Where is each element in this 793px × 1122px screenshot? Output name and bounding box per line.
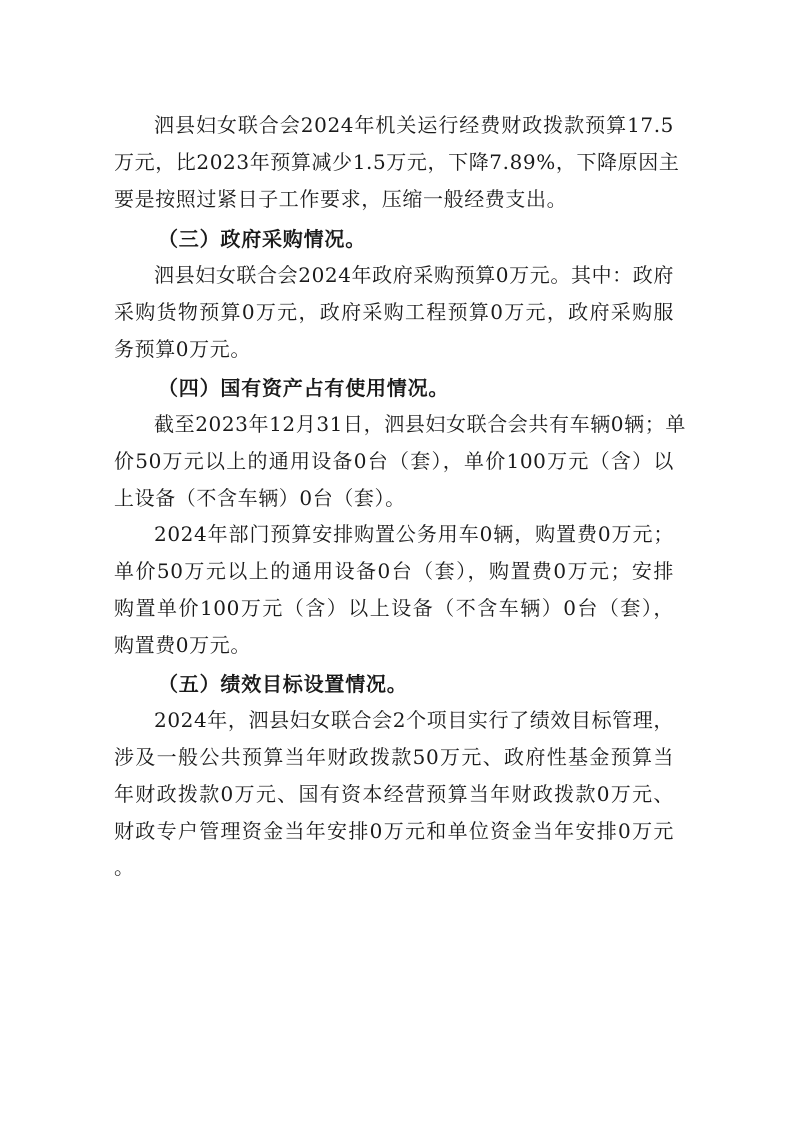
paragraph-line: 采购货物预算0万元，政府采购工程预算0万元，政府采购服 [114,300,674,324]
section-heading-performance: （五）绩效目标设置情况。 [158,672,408,696]
paragraph-line: 价50万元以上的通用设备0台（套），单价100万元（含）以 [114,449,674,473]
paragraph-line: 万元，比2023年预算减少1.5万元，下降7.89%，下降原因主 [114,150,680,174]
paragraph-line: 涉及一般公共预算当年财政拨款50万元、政府性基金预算当 [114,745,674,769]
paragraph-line: 购置单价100万元（含）以上设备（不含车辆）0台（套）， [114,596,674,620]
paragraph-line: 购置费0万元。 [114,633,251,657]
paragraph-line: 2024年，泗县妇女联合会2个项目实行了绩效目标管理， [154,708,674,732]
paragraph-line: 上设备（不含车辆）0台（套）。 [114,486,406,510]
section-heading-assets: （四）国有资产占有使用情况。 [158,376,450,400]
paragraph-line: 务预算0万元。 [114,337,251,361]
section-heading-procurement: （三）政府采购情况。 [158,227,366,251]
paragraph-line: 要是按照过紧日子工作要求，压缩一般经费支出。 [114,187,568,211]
paragraph-line: 财政专户管理资金当年安排0万元和单位资金当年安排0万元 [114,819,674,843]
paragraph-line: 单价50万元以上的通用设备0台（套），购置费0万元；安排 [114,559,674,583]
paragraph-line: 泗县妇女联合会2024年政府采购预算0万元。其中：政府 [154,263,674,287]
paragraph-line: 年财政拨款0万元、国有资本经营预算当年财政拨款0万元、 [114,782,674,806]
paragraph-line: 。 [114,855,135,879]
paragraph-line: 泗县妇女联合会2024年机关运行经费财政拨款预算17.5 [154,113,674,137]
paragraph-line: 截至2023年12月31日，泗县妇女联合会共有车辆0辆；单 [154,412,686,436]
paragraph-line: 2024年部门预算安排购置公务用车0辆，购置费0万元； [154,522,674,546]
